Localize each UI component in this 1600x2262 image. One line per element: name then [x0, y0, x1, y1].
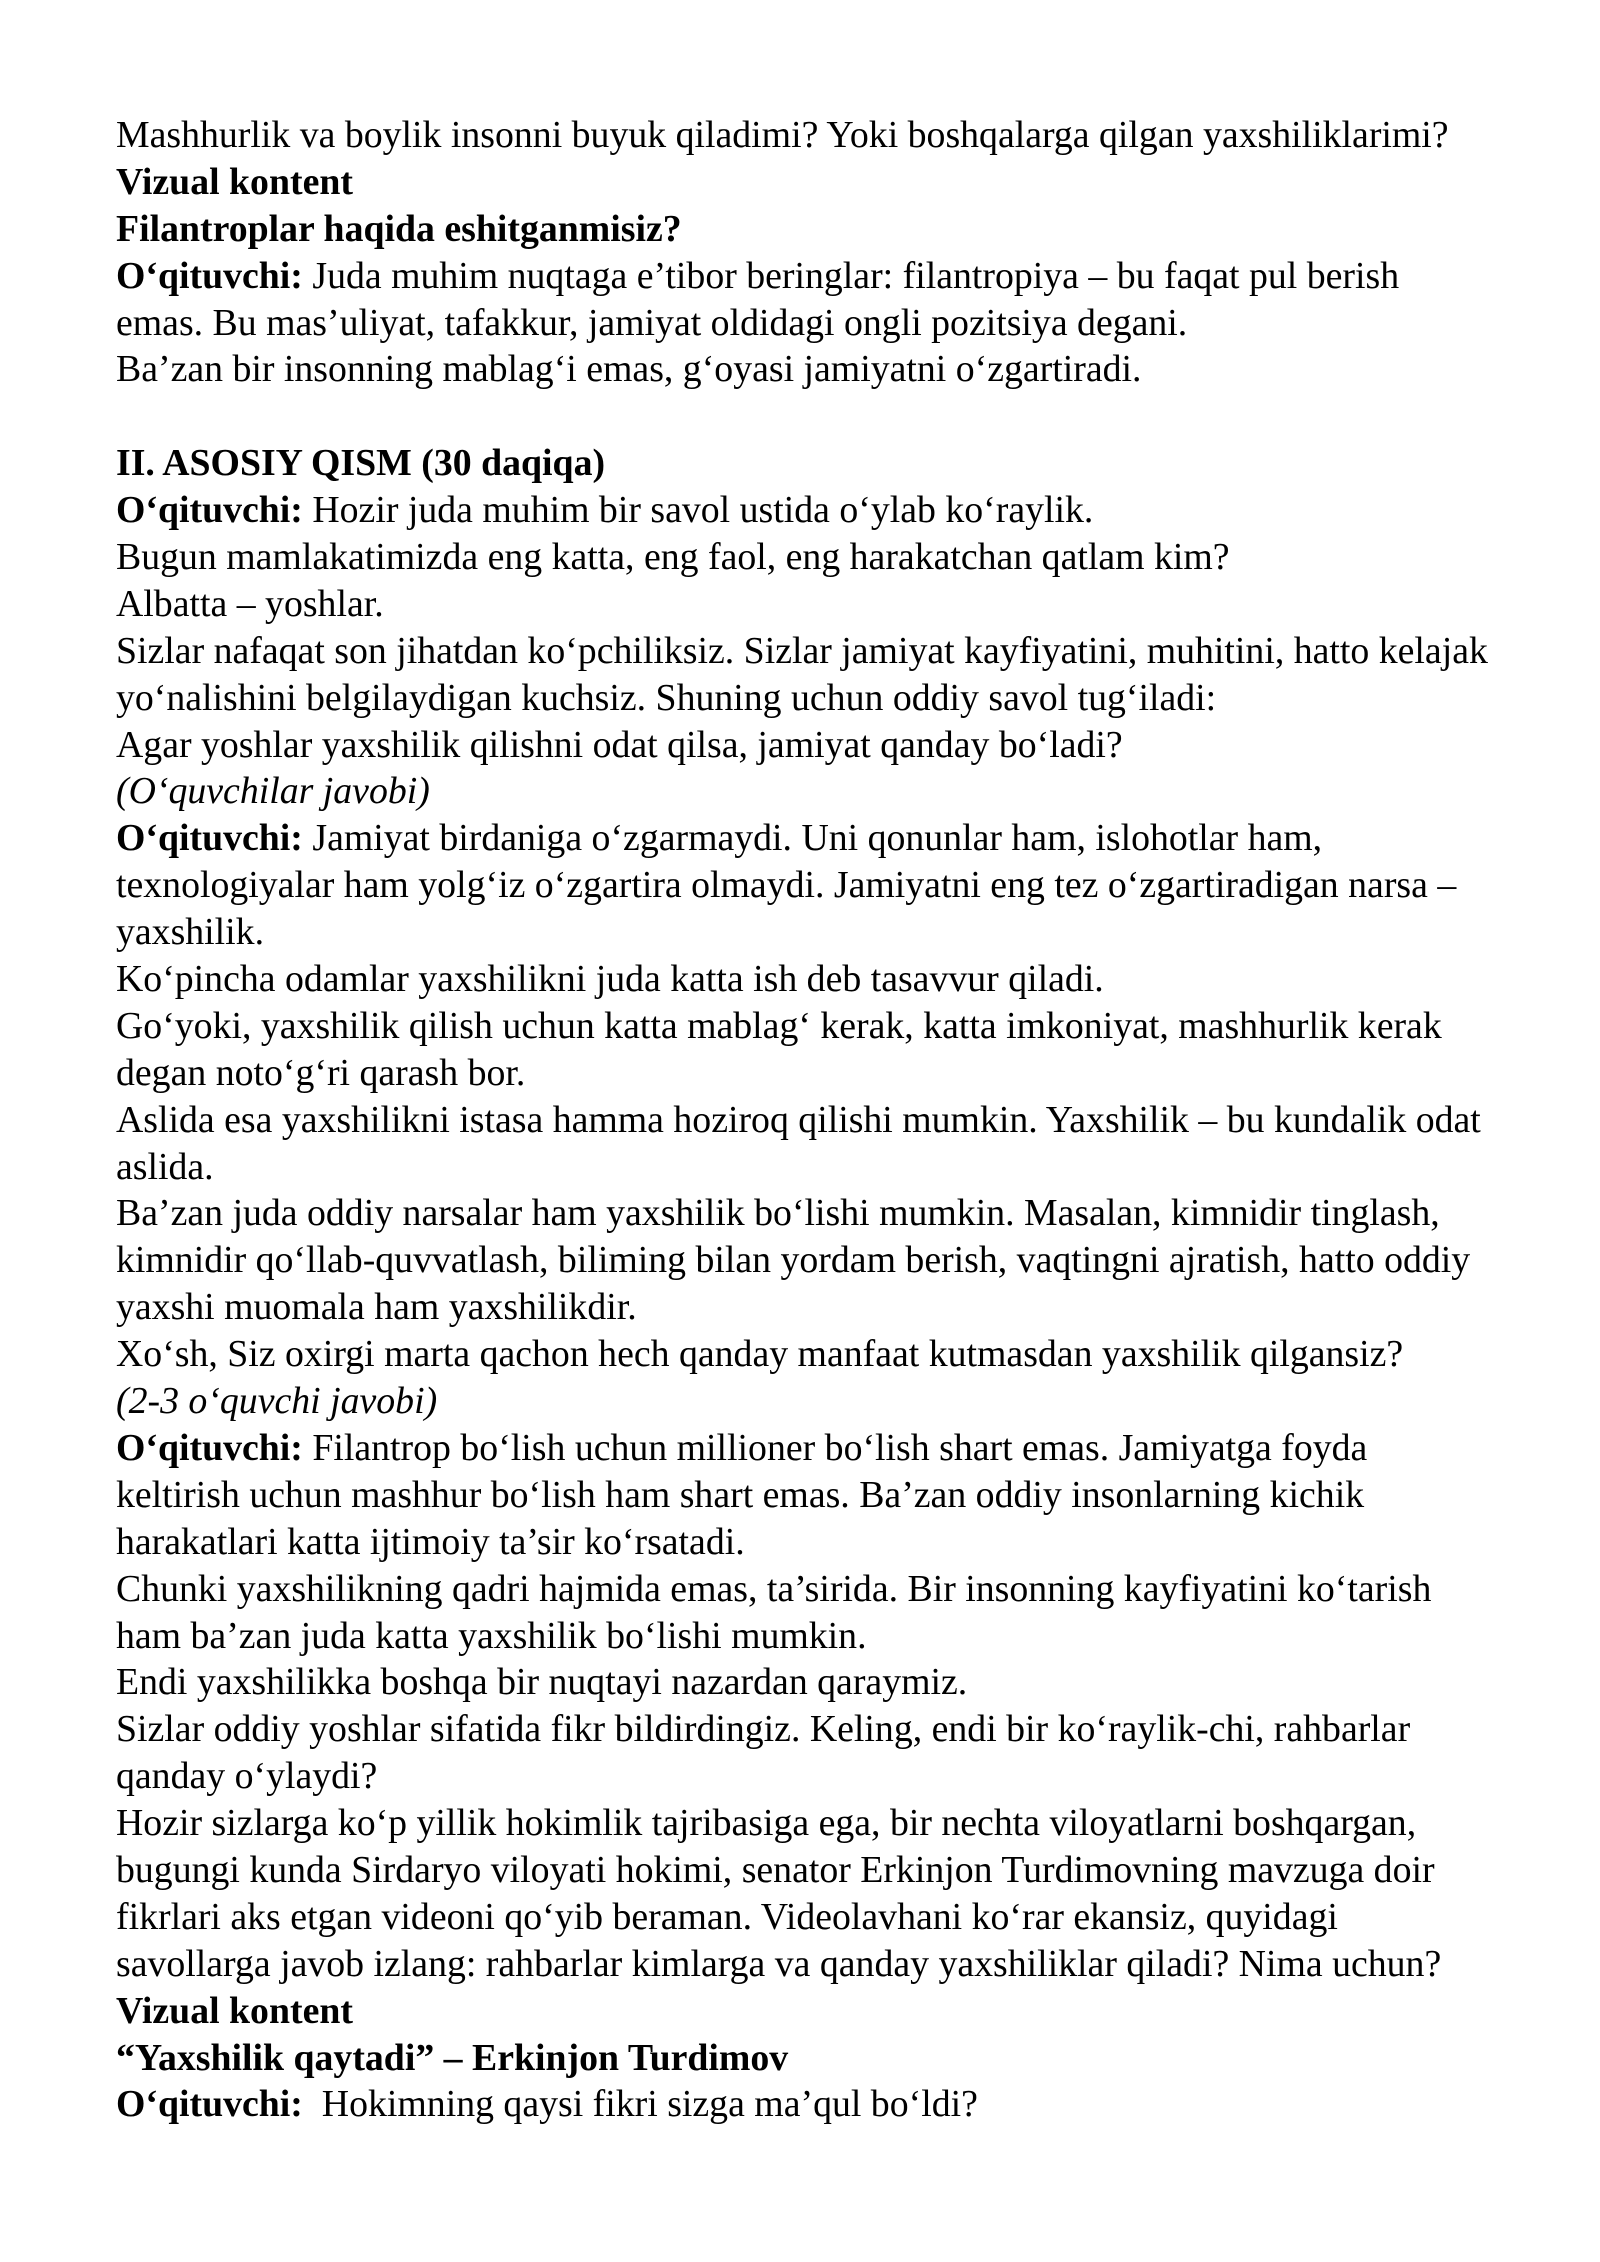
- remark-line: Endi yaxshilikka boshqa bir nuqtayi nazardan qaraymiz.: [116, 1661, 968, 1704]
- intro-question: Mashhurlik va boylik insonni buyuk qiladimi? Yoki boshqalarga qilgan yaxshiliklarimi?: [116, 114, 1449, 156]
- blank-line: [116, 393, 1556, 440]
- speaker-label: O‘qituvchi:: [116, 1426, 303, 1469]
- teacher-remark: [116, 2081, 1556, 2128]
- remark-line: Sizlar nafaqat son jihatdan ko‘pchiliksiz. Sizlar jamiyat kayfiyatini, muhitini, hatto kelajak: [116, 629, 1488, 672]
- remark-line: Ko‘pincha odamlar yaxshilikni juda katta ish deb tasavvur qiladi.: [116, 958, 1104, 1001]
- remark-line: kimnidir qo‘llab-quvvatlash, biliming bilan yordam berish, vaqtingni ajratish, hatto oddiy: [116, 1239, 1471, 1282]
- remark-text: Hokimning qaysi fikri sizga ma’qul bo‘ldi?: [321, 2083, 978, 2126]
- remark-line: Sizlar oddiy yoshlar sifatida fikr bildirdingiz. Keling, endi bir ko‘raylik-chi, rahbarlar: [116, 1708, 1411, 1751]
- teacher-remark: [116, 253, 1556, 300]
- remark-text: Filantrop bo‘lish uchun millioner bo‘lish shart emas. Jamiyatga foyda: [312, 1426, 1368, 1469]
- speaker-label: O‘qituvchi:: [116, 817, 303, 860]
- visual-content-title: Filantroplar haqida eshitganmisiz?: [116, 207, 682, 250]
- remark-line: yaxshi muomala ham yaxshilikdir.: [116, 1286, 637, 1329]
- document-page: [116, 112, 1556, 2128]
- remark-text: Jamiyat birdaniga o‘zgarmaydi. Uni qonunlar ham, islohotlar ham,: [312, 817, 1323, 860]
- remark-line: fikrlari aks etgan videoni qo‘yib beraman. Videolavhani ko‘rar ekansiz, quyidagi: [116, 1895, 1338, 1938]
- remark-line: Agar yoshlar yaxshilik qilishni odat qilsa, jamiyat qanday bo‘ladi?: [116, 723, 1123, 766]
- speaker-label: O‘qituvchi:: [116, 489, 303, 532]
- section-heading: II. ASOSIY QISM (30 daqiqa): [116, 442, 606, 485]
- remark-line: Aslida esa yaxshilikni istasa hamma hoziroq qilishi mumkin. Yaxshilik – bu kundalik odat: [116, 1098, 1481, 1141]
- speaker-label: O‘qituvchi:: [116, 254, 303, 297]
- teacher-remark: [116, 487, 1556, 534]
- remark-line: yaxshilik.: [116, 911, 265, 954]
- remark-line: savollarga javob izlang: rahbarlar kimlarga va qanday yaxshiliklar qiladi? Nima uchun?: [116, 1942, 1442, 1985]
- remark-line: Ba’zan juda oddiy narsalar ham yaxshilik bo‘lishi mumkin. Masalan, kimnidir tinglash,: [116, 1192, 1440, 1235]
- visual-content-label: Vizual kontent: [116, 1989, 353, 2032]
- remark-text: Hozir juda muhim bir savol ustida o‘ylab ko‘raylik.: [312, 489, 1094, 532]
- remark-line: Bugun mamlakatimizda eng katta, eng faol, eng harakatchan qatlam kim?: [116, 536, 1230, 579]
- student-response-note: (O‘quvchilar javobi): [116, 770, 430, 813]
- remark-line: qanday o‘ylaydi?: [116, 1755, 378, 1798]
- teacher-remark: [116, 1425, 1556, 1472]
- speaker-label: O‘qituvchi:: [116, 2083, 303, 2126]
- remark-line: Xo‘sh, Siz oxirgi marta qachon hech qanday manfaat kutmasdan yaxshilik qilgansiz?: [116, 1333, 1404, 1376]
- visual-content-label: Vizual kontent: [116, 160, 353, 203]
- remark-line: keltirish uchun mashhur bo‘lish ham shart emas. Ba’zan oddiy insonlarning kichik: [116, 1473, 1365, 1516]
- remark-line: Hozir sizlarga ko‘p yillik hokimlik tajribasiga ega, bir nechta viloyatlarni boshqargan,: [116, 1802, 1417, 1845]
- remark-line: Chunki yaxshilikning qadri hajmida emas, ta’sirida. Bir insonning kayfiyatini ko‘tarish: [116, 1567, 1432, 1610]
- remark-line: texnologiyalar ham yolg‘iz o‘zgartira olmaydi. Jamiyatni eng tez o‘zgartiradigan narsa –: [116, 864, 1457, 907]
- remark-line: aslida.: [116, 1145, 214, 1188]
- remark-line: yo‘nalishini belgilaydigan kuchsiz. Shuning uchun oddiy savol tug‘iladi:: [116, 676, 1217, 719]
- remark-text: Juda muhim nuqtaga e’tibor beringlar: filantropiya – bu faqat pul berish: [312, 254, 1400, 297]
- remark-line: Go‘yoki, yaxshilik qilish uchun katta mablag‘ kerak, katta imkoniyat, mashhurlik kerak: [116, 1004, 1442, 1047]
- teacher-remark: [116, 815, 1556, 862]
- visual-content-title: “Yaxshilik qaytadi” – Erkinjon Turdimov: [116, 2036, 789, 2079]
- remark-line: degan noto‘g‘ri qarash bor.: [116, 1051, 526, 1094]
- remark-line: bugungi kunda Sirdaryo viloyati hokimi, senator Erkinjon Turdimovning mavzuga doir: [116, 1848, 1435, 1891]
- remark-line: harakatlari katta ijtimoiy ta’sir ko‘rsatadi.: [116, 1520, 745, 1563]
- remark-line: emas. Bu mas’uliyat, tafakkur, jamiyat oldidagi ongli pozitsiya degani.: [116, 301, 1188, 344]
- remark-line: ham ba’zan juda katta yaxshilik bo‘lishi mumkin.: [116, 1614, 867, 1657]
- student-response-note: (2-3 o‘quvchi javobi): [116, 1380, 438, 1423]
- remark-line: Albatta – yoshlar.: [116, 582, 384, 625]
- remark-line: Ba’zan bir insonning mablag‘i emas, g‘oyasi jamiyatni o‘zgartiradi.: [116, 348, 1142, 391]
